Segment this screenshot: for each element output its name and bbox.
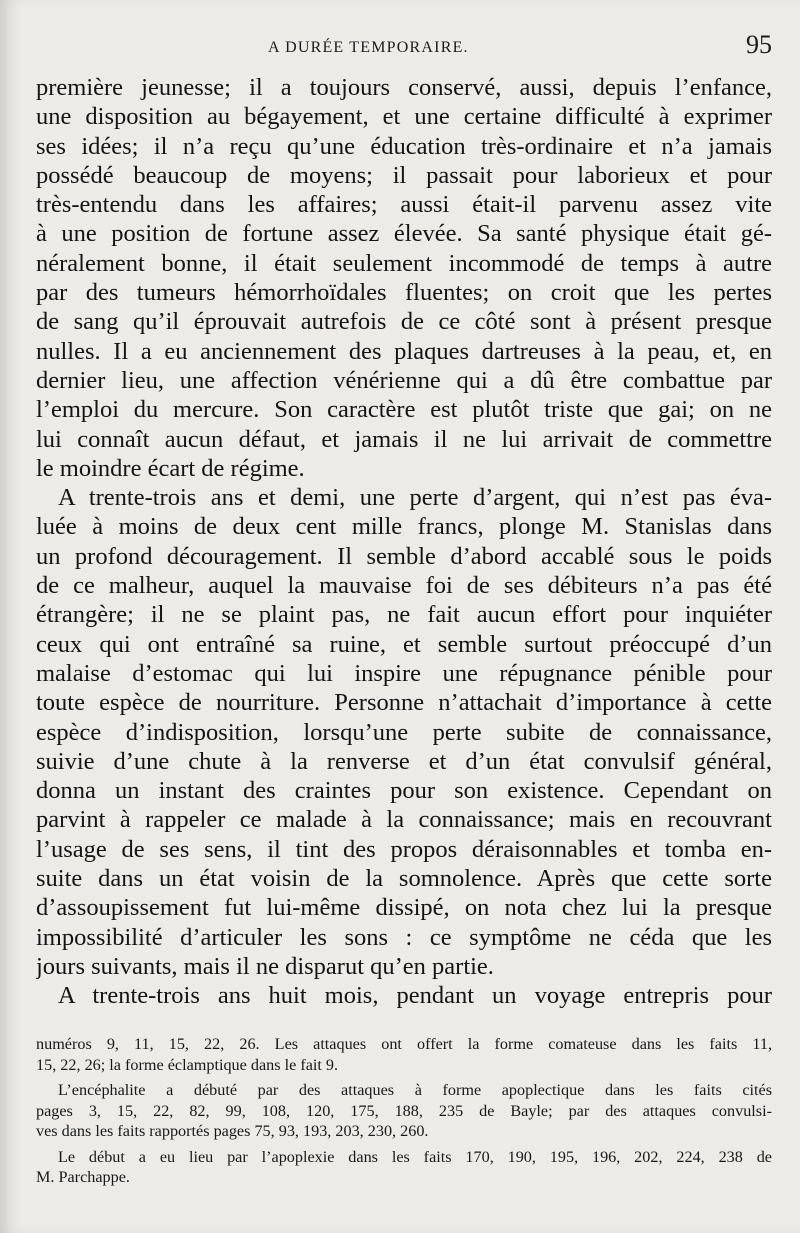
footnotes bbox=[36, 1034, 772, 1188]
text-line: espèce d’indisposition, lorsqu’une perte subite de connaissance, bbox=[36, 718, 772, 746]
text-line: une disposition au bégayement, et une certaine difficulté à exprimer bbox=[36, 103, 772, 131]
text-line: A trente-trois ans huit mois, pendant un voyage entrepris pour bbox=[58, 982, 772, 1010]
text-line: donna un instant des craintes pour son existence. Cependant on bbox=[36, 777, 772, 805]
text-line: première jeunesse; il a toujours conservé, aussi, depuis l’enfance, bbox=[36, 74, 772, 101]
text-line: impossibilité d’articuler les sons : ce symptôme ne céda que les bbox=[36, 923, 772, 951]
running-title: A DURÉE TEMPORAIRE. bbox=[268, 39, 469, 56]
text-line: de ce malheur, auquel la mauvaise foi de ses débiteurs n’a pas été bbox=[36, 572, 772, 600]
text-line: très-entendu dans les affaires; aussi était-il parvenu assez vite bbox=[36, 191, 772, 219]
text-line: luée à moins de deux cent mille francs, plonge M. Stanislas dans bbox=[36, 513, 772, 541]
running-head bbox=[36, 30, 772, 66]
text-line: ses idées; il n’a reçu qu’une éducation très-ordinaire et n’a jamais bbox=[36, 132, 772, 160]
text-line: suite dans un état voisin de la somnolence. Après que cette sorte bbox=[36, 865, 772, 893]
main-text bbox=[36, 73, 772, 1011]
text-line: toute espèce de nourriture. Personne n’attachait d’importance à cette bbox=[36, 689, 772, 717]
footnote-line: M. Parchappe. bbox=[36, 1168, 130, 1186]
text-line: l’usage de ses sens, il tint des propos déraisonnables et tomba en- bbox=[36, 835, 772, 863]
text-line: étrangère; il ne se plaint pas, ne fait aucun effort pour inquiéter bbox=[36, 601, 772, 629]
text-line: par des tumeurs hémorrhoïdales fluentes; on croit que les pertes bbox=[36, 279, 772, 307]
text-line: le moindre écart de régime. bbox=[36, 454, 305, 482]
text-line: d’assoupissement fut lui-même dissipé, on nota chez lui la presque bbox=[36, 894, 772, 922]
footnote-line: L’encéphalite a débuté par des attaques à forme apoplectique dans les faits cités bbox=[58, 1081, 772, 1099]
footnote-line: ves dans les faits rapportés pages 75, 93, 193, 203, 230, 260. bbox=[36, 1122, 429, 1140]
text-line: jours suivants, mais il ne disparut qu’en partie. bbox=[36, 952, 494, 980]
text-line: de sang qu’il éprouvait autrefois de ce côté sont à présent presque bbox=[36, 308, 772, 336]
text-line: malaise d’estomac qui lui inspire une répugnance pénible pour bbox=[36, 659, 772, 687]
text-line: nulles. Il a eu anciennement des plaques dartreuses à la peau, et, en bbox=[36, 337, 772, 365]
text-line: ceux qui ont entraîné sa ruine, et semble surtout préoccupé d’un bbox=[36, 630, 772, 658]
page-number: 95 bbox=[746, 30, 772, 59]
text-line: dernier lieu, une affection vénérienne qui a dû être combattue par bbox=[36, 366, 772, 394]
text-line: parvint à rappeler ce malade à la connaissance; mais en recouvrant bbox=[36, 806, 772, 834]
text-line: suivie d’une chute à la renverse et d’un état convulsif général, bbox=[36, 747, 772, 775]
text-line: l’emploi du mercure. Son caractère est plutôt triste que gai; on ne bbox=[36, 396, 772, 424]
footnote-line: numéros 9, 11, 15, 22, 26. Les attaques ont offert la forme comateuse dans les faits 11, bbox=[36, 1035, 772, 1053]
text-line: lui connaît aucun défaut, et jamais il ne lui arrivait de commettre bbox=[36, 425, 772, 453]
text-line: néralement bonne, il était seulement incommodé de temps à autre bbox=[36, 249, 772, 277]
footnote-line: 15, 22, 26; la forme éclamptique dans le fait 9. bbox=[36, 1055, 339, 1074]
text-line: un profond découragement. Il semble d’abord accablé sous le poids bbox=[36, 542, 772, 570]
text-line: possédé beaucoup de moyens; il passait pour laborieux et pour bbox=[36, 161, 772, 189]
footnote-line: Le début a eu lieu par l’apoplexie dans les faits 170, 190, 195, 196, 202, 224, 238 de bbox=[58, 1147, 772, 1166]
text-line: à une position de fortune assez élevée. Sa santé physique était gé- bbox=[36, 220, 772, 248]
text-line: A trente-trois ans et demi, une perte d’argent, qui n’est pas éva- bbox=[58, 484, 772, 512]
footnote-line: pages 3, 15, 22, 82, 99, 108, 120, 175, 188, 235 de Bayle; par des attaques convulsi- bbox=[36, 1101, 772, 1120]
